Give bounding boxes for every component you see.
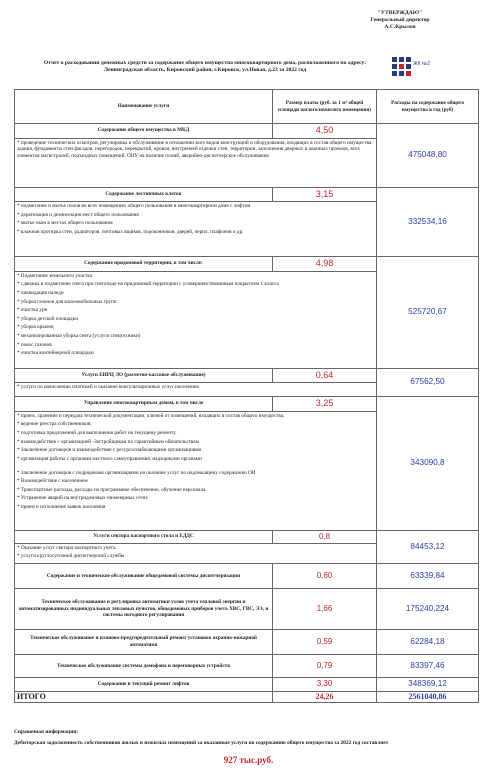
detail-item: * услуги круглосуточной диспетчерской службы <box>17 553 125 560</box>
amount-cell: 67562,50 <box>377 368 479 397</box>
header-expense: Расходы на содержание общего имущества в год (руб) <box>377 90 479 124</box>
header-service: Наименование услуги <box>15 90 273 124</box>
amount-cell: 62284,18 <box>377 630 479 655</box>
table-row <box>15 678 479 692</box>
company-logo <box>390 53 431 83</box>
section-details <box>15 271 377 368</box>
table-row <box>15 187 479 202</box>
total-label: ИТОГО <box>15 691 273 702</box>
rate-cell: 1,66 <box>273 589 377 630</box>
approve-position: Генеральный директор <box>370 16 430 23</box>
service-title: Содержание и техническое обслуживание общедомовой системы диспетчеризации <box>15 564 273 589</box>
detail-item: * ликвидация наледи <box>17 289 64 296</box>
table-row <box>15 655 479 678</box>
detail-item: * очистка контейнерной площадки <box>17 350 94 357</box>
amount-cell: 348369,12 <box>377 678 479 692</box>
service-title: Техническое обслуживание и планово-предупредительный ремонт установок охранно-пожарной автоматики <box>15 630 273 655</box>
total-amount: 2561040,86 <box>377 691 479 702</box>
approve-title: "УТВЕРЖДАЮ" <box>377 10 423 16</box>
detail-item: * Транспортные расходы, расходы на программное обеспечение, обучение персонала <box>17 486 206 493</box>
detail-item: * покос газонов <box>17 341 52 348</box>
detail-item: * взаимодействие с организацией -Застройщиком по гарантийным обязательствам <box>17 438 199 445</box>
service-title: Техническое обслуживание системы домофона и переговорных устройств <box>15 655 273 678</box>
rate-cell: 3,25 <box>273 397 377 412</box>
table-row <box>15 530 479 543</box>
debt-text: Дебиторская задолженность собственников жилых и нежилых помещений за оказанные услуги по содержанию общего имущества за 2022 год составляет <box>14 740 389 746</box>
approve-name: А.С.Крылов <box>384 23 416 30</box>
amount-cell: 84453,12 <box>377 530 479 564</box>
amount-cell: 175240,224 <box>377 589 479 630</box>
table-row <box>15 124 479 139</box>
detail-item: * очистка урн <box>17 307 48 314</box>
table-row <box>15 564 479 589</box>
table-row <box>15 257 479 272</box>
detail-item: * ведение реестра собственников; <box>17 421 92 428</box>
table-row <box>15 368 479 383</box>
table-row <box>15 630 479 655</box>
report-title: Отчет о расходовании денежных средств за содержание общего имущества многоквартирного дома, расположенного по адресу: Ленинградская область, Кировский район, г.Кировск, ул.Новая, д.23 за 2022 год <box>43 60 367 73</box>
detail-item: * уборка крылец <box>17 324 54 331</box>
amount-cell: 525720,67 <box>377 257 479 369</box>
debt-amount: 927 тыс.руб. <box>223 755 274 765</box>
total-rate: 24,26 <box>273 691 377 702</box>
detail-item: * Заключение договоров и взаимодействие с ресурсоснабжающими организациями <box>17 447 202 454</box>
detail-item: * механизированная уборка снега (услуги спецтехники) <box>17 333 141 340</box>
amount-cell: 475048,80 <box>377 124 479 188</box>
total-row <box>15 691 479 702</box>
detail-item: * сдвижка и подметание снега при снегопаде на придомовой территории с усовершенствованным покрытием 1 класса <box>17 281 279 288</box>
section-title: Содержание общего имущества в МКД <box>15 124 273 139</box>
detail-item: * Подметание земельного участка <box>17 272 93 279</box>
section-title: Услуги сектора паспортного стола и ЕДДС <box>15 530 273 543</box>
detail-item: * влажная протирка стен, радиаторов, почтовых ящиков, подоконников, дверей, перил, плафонов и др. <box>17 229 244 235</box>
detail-item: * Устранение аварий на внутридомовых инженерных сетях <box>17 495 148 502</box>
section-details <box>15 383 377 397</box>
section-details <box>15 138 377 187</box>
detail-item: * организация работы с органами местного самоуправления, надзорными органами <box>17 455 202 462</box>
rate-cell: 0,59 <box>273 630 377 655</box>
amount-cell: 83397,46 <box>377 655 479 678</box>
service-title: Содержание и текущий ремонт лифтов <box>15 678 273 692</box>
detail-item: * уборка детской площадки <box>17 315 78 322</box>
table-row <box>15 589 479 630</box>
section-title: Содержание лестничных клеток <box>15 187 273 202</box>
detail-item: * проведение технических осмотров, регулировка и обслуживание в отношении всех видов конструкций и оборудования, входящих в состав общего имущества: здания, фундаменты стен фасадов, перегородок, перекрытий, кровли, внутренней отделки стен, территории, заполнения дверных и оконных проемов, всех элементов магистралей, подъездных помещений, ОПУ на наличие пломб, аварийно-диспетчерское обслуживание. <box>17 139 373 159</box>
detail-item: * уборка газонов для малоэмобильных групп <box>17 298 117 305</box>
amount-cell: 63339,84 <box>377 564 479 589</box>
amount-cell: 343090,8 <box>377 397 479 531</box>
section-details <box>15 543 377 563</box>
rate-cell: 0,8 <box>273 530 377 543</box>
rate-cell: 0,60 <box>273 564 377 589</box>
info-label: Справочная информация: <box>14 729 79 735</box>
rate-cell: 4,98 <box>273 257 377 272</box>
amount-cell: 332534,16 <box>377 187 479 257</box>
detail-item: * дератизация и дезинсекция мест общего пользования <box>17 211 139 218</box>
section-details <box>15 411 377 530</box>
rate-cell: 4,50 <box>273 124 377 139</box>
approval-stamp <box>325 10 475 31</box>
rate-cell: 0,79 <box>273 655 377 678</box>
table-header-row <box>15 90 479 124</box>
detail-item: * подметание и мытье полов во всех помещениях общего пользования в многоквартирном доме с лифтом <box>17 203 251 210</box>
expense-table <box>14 89 479 703</box>
section-title: Услуги ЕИРЦ ЛО (расчетно-кассовое обслуживание) <box>15 368 273 383</box>
logo-label: ЖК №2 <box>413 61 431 67</box>
detail-item: * мытье окон в местах общего пользования <box>17 220 113 227</box>
header-rate: Размер платы (руб. за 1 м² общей площади жилого/нежилого помещения) <box>273 90 377 124</box>
detail-item: * прием и исполнение заявок населения <box>17 504 106 511</box>
detail-item: * Заключение договоров с подрядными организациями на оказание услуг по надлежащему содержанию ОИ <box>17 469 256 476</box>
table-row <box>15 397 479 412</box>
detail-item: * Оказание услуг сектора паспортного учета. <box>17 544 117 551</box>
detail-item: * Взаимодействие с населением <box>17 478 88 485</box>
detail-item: * услуги по начислению платежей и оказание консультационных услуг населению <box>17 384 200 391</box>
rate-cell: 3,15 <box>273 187 377 202</box>
section-title: Управление многоквартирным домом, в том числе <box>15 397 273 412</box>
rate-cell: 0,64 <box>273 368 377 383</box>
section-title: Содержание придомовой территории, в том числе: <box>15 257 273 272</box>
detail-item: * прием, хранение и передача технической документации, ключей от помещений, входящих в состав общего имущества, <box>17 412 285 419</box>
detail-item: * подготовка предложений для выполнения работ на текущему ремонту. <box>17 429 177 436</box>
service-title: Техническое обслуживание и регулировка автоматики узлов учета тепловой энергии и автоматизированных индивидуальных тепловых пунктов, общедомовых приборов учета ХВС, ГВС, ЭЭ, и системы погодного регулирования <box>15 589 273 630</box>
section-details <box>15 202 377 257</box>
rate-cell: 3,30 <box>273 678 377 692</box>
